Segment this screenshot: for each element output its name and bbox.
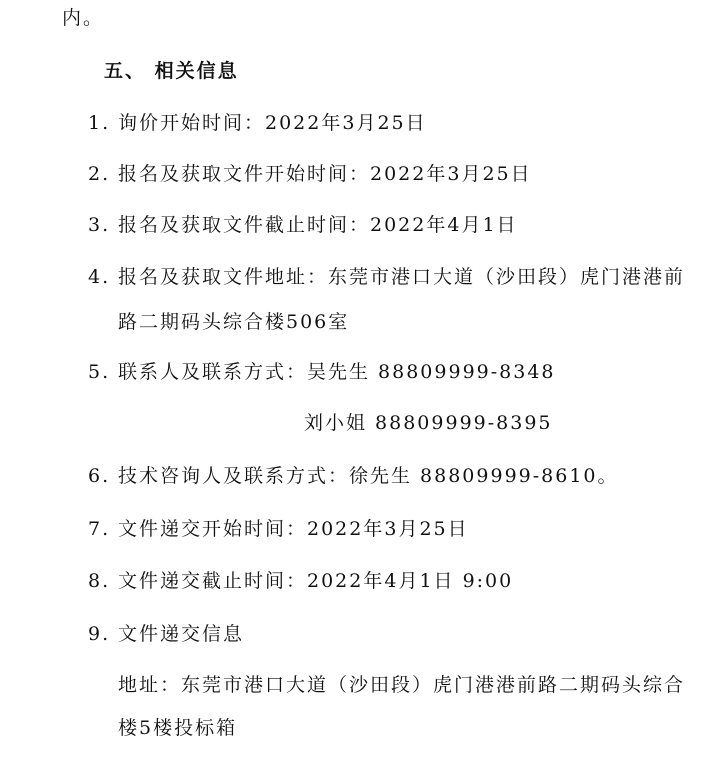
list-item-text: 报名及获取文件开始时间：2022年3月25日 — [118, 163, 532, 185]
list-item-text: 文件递交信息 — [118, 623, 245, 645]
list-item-text: 报名及获取文件地址：东莞市港口大道（沙田段）虎门港港前 — [118, 266, 686, 288]
section-heading: 五、 相关信息 — [104, 60, 239, 82]
list-item-number: 6. — [88, 465, 111, 487]
list-item-2 — [88, 162, 532, 186]
list-item-number: 1. — [88, 112, 111, 134]
list-item-text: 文件递交开始时间：2022年3月25日 — [118, 518, 469, 540]
list-item-number: 7. — [88, 518, 111, 540]
list-item-text: 报名及获取文件截止时间：2022年4月1日 — [118, 214, 518, 236]
list-item-number: 8. — [88, 570, 111, 592]
list-item-3 — [88, 213, 518, 237]
list-item-text: 询价开始时间：2022年3月25日 — [118, 112, 427, 134]
list-item-8 — [88, 569, 513, 593]
previous-paragraph-end: 内。 — [62, 7, 105, 29]
list-item-number: 5. — [88, 361, 111, 383]
list-item-4-continuation: 路二期码头综合楼506室 — [118, 311, 350, 333]
list-item-text: 技术咨询人及联系方式：徐先生 88809999-8610。 — [118, 465, 619, 487]
list-item-1 — [88, 111, 427, 135]
address-line-2: 楼5楼投标箱 — [118, 717, 238, 739]
address-line-1: 地址：东莞市港口大道（沙田段）虎门港港前路二期码头综合 — [118, 674, 686, 696]
list-item-6 — [88, 464, 619, 488]
list-item-text: 联系人及联系方式：吴先生 88809999-8348 — [118, 361, 556, 383]
list-item-7 — [88, 517, 469, 541]
list-item-5-second-contact: 刘小姐 88809999-8395 — [304, 412, 553, 434]
list-item-number: 2. — [88, 163, 111, 185]
list-item-text: 文件递交截止时间：2022年4月1日 9:00 — [118, 570, 514, 592]
list-item-number: 3. — [88, 214, 111, 236]
list-item-5 — [88, 360, 556, 384]
list-item-9 — [88, 622, 244, 646]
list-item-number: 4. — [88, 266, 111, 288]
list-item-4 — [88, 265, 685, 289]
list-item-number: 9. — [88, 623, 111, 645]
